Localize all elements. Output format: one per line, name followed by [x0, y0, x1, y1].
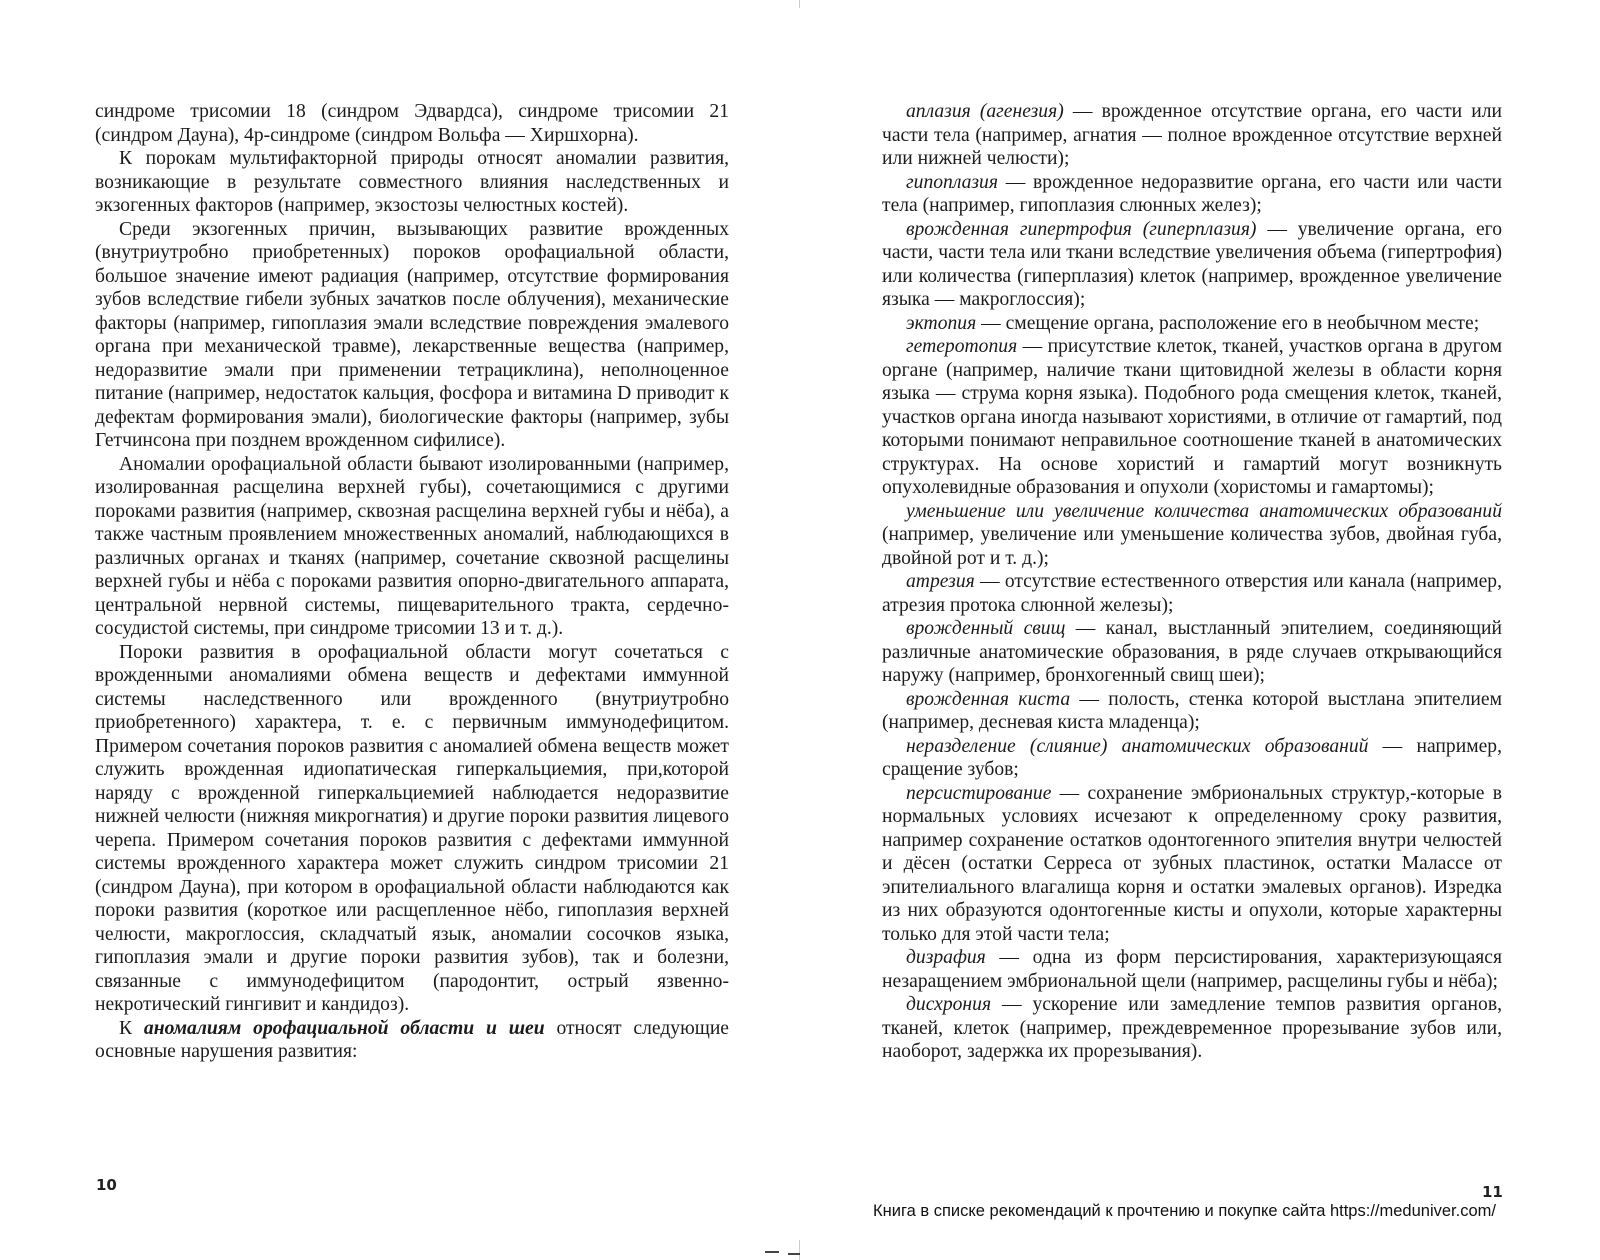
left-page — [95, 100, 729, 1064]
definition-term: гипоплазия — [906, 171, 998, 193]
page-number-left: 10 — [96, 1176, 117, 1194]
definition-term: врожденная киста — [906, 688, 1071, 710]
definition-term: врожденная гипертрофия (гиперплазия) — [906, 218, 1257, 240]
definition-entry — [882, 312, 1502, 336]
definition-text: — врожденное недоразвитие органа, его части или части тела (например, гипоплазия слюнных желез); — [882, 171, 1502, 216]
left-paragraph-3: Среди экзогенных причин, вызывающих развитие врожденных (внутриутробно приобретенных) пороков орофациальной области, большое значение имеют радиация (например, отсутствие формирования зубов вследствие гибели зубных зачатков после облучения), механические факторы (например, гипоплазия эмали вследствие повреждения эмалевого органа при механической травме), лекарственные вещества (например, недоразвитие эмали при применении тетрациклина), неполноценное питание (например, недостаток кальция, фосфора и витамина D приводит к дефектам формирования эмали), биологические факторы (например, зубы Гетчинсона при позднем врожденном сифилисе). — [95, 218, 729, 451]
footer-recommendation-note: Книга в списке рекомендаций к прочтению и покупке сайта https://meduniver.com/ — [873, 1202, 1496, 1220]
left-paragraph-4: Аномалии орофациальной области бывают изолированными (например, изолированная расщелина верхней губы), сочетающимися с другими пороками развития (например, сквозная расщелина верхней губы и нёба), а также частным проявлением множественных аномалий, наблюдающихся в различных органах и тканях (например, сочетание сквозной расщелины верхней губы и нёба с пороками развития опорно-двигательного аппарата, центральной нервной системы, пищеварительного тракта, сердечно-сосудистой системы, при синдроме трисомии 13 и т. д.). — [95, 453, 729, 639]
definition-entry — [882, 335, 1502, 500]
definition-term: дисхрония — [906, 994, 992, 1015]
definition-text: — например, сращение зубов; — [882, 735, 1502, 780]
definition-entry — [882, 782, 1502, 947]
scan-artifact-mark — [765, 1251, 779, 1253]
definition-text: — отсутствие естественного отверстия или канала (например, атрезия протока слюнной железы); — [882, 571, 1502, 616]
definition-term: атрезия — [906, 571, 975, 592]
page-number-right: 11 — [1482, 1183, 1503, 1201]
definition-text: — одна из форм персистирования, характеризующаяся незаращением эмбриональной щели (например, расщелины губы и нёба); — [882, 947, 1502, 992]
right-page — [882, 100, 1502, 1064]
left-paragraph-1: синдроме трисомии 18 (синдром Эдвардса), синдроме трисомии 21 (синдром Дауна), 4р-синдроме (синдром Вольфа — Хиршхорна). — [95, 101, 729, 146]
definition-entry — [882, 993, 1502, 1064]
definition-entry — [882, 946, 1502, 993]
definition-text: — врожденное отсутствие органа, его части или части тела (например, агнатия — полное врожденное отсутствие верхней или нижней челюсти); — [882, 101, 1502, 169]
definition-term: уменьшение или увеличение количества анатомических образований — [906, 500, 1502, 522]
left-paragraph-2: К порокам мультифакторной природы относят аномалии развития, возникающие в результате совместного влияния наследственных и экзогенных факторов (например, экзостозы челюстных костей). — [95, 148, 729, 216]
definition-entry — [882, 171, 1502, 218]
definition-text: — смещение органа, расположение его в необычном месте; — [976, 312, 1480, 334]
definition-term: персистирование — [906, 782, 1052, 804]
definition-entry — [882, 617, 1502, 688]
book-spine-mark-bottom — [799, 1240, 800, 1260]
definition-text: — присутствие клеток, тканей, участков органа в другом органе (например, наличие ткани щитовидной железы в области корня языка — струма корня языка). Подобного рода смещения клеток, тканей, участков органа иногда называют хористиями, в отличие от гамартий, под которыми понимают неправильное соотношение тканей в анатомических структурах. На основе хористий и гамартий могут возникнуть опухолевидные образования и опухоли (хористомы и гамартомы); — [882, 336, 1502, 498]
definition-term: гетеротопия — [906, 336, 1018, 357]
definition-entry — [882, 218, 1502, 312]
left-paragraph-5: Пороки развития в орофациальной области могут сочетаться с врожденными аномалиями обмена веществ и дефектами иммунной системы наследственного или врожденного (внутриутробно приобретенного) характера, т. е. с первичным иммунодефицитом. Примером сочетания пороков развития с аномалией обмена веществ может служить врожденная идиопатическая гиперкальциемия, при,которой наряду с врожденной гиперкальциемией наблюдается недоразвитие нижней челюсти (нижняя микрогнатия) и другие пороки развития лицевого черепа. Примером сочетания пороков развития с дефектами иммунной системы врожденного характера может служить синдром трисомии 21 (синдром Дауна), при котором в орофациальной области наблюдаются как пороки развития (короткое или расщепленное нёбо, гипоплазия верхней челюсти, макроглоссия, складчатый язык, аномалии сосочков языка, гипоплазия эмали и другие пороки развития зубов), так и болезни, связанные с иммунодефицитом (пародонтит, острый язвенно-некротический гингивит и кандидоз). — [95, 641, 729, 1015]
definition-term: врожденный свищ — [906, 618, 1066, 639]
definition-entry — [882, 100, 1502, 171]
left-paragraph-6-start: К — [119, 1017, 144, 1039]
definition-entry — [882, 500, 1502, 571]
definition-text: — увеличение органа, его части, части тела или ткани вследствие увеличения объема (гипертрофия) или количества (гиперплазия) клеток (например, врожденное увеличение языка — макроглоссия); — [882, 218, 1502, 310]
definition-entry — [882, 570, 1502, 617]
scan-artifact-mark — [788, 1253, 800, 1255]
definition-entry — [882, 735, 1502, 782]
definition-text: — канал, выстланный эпителием, соединяющий различные анатомические образования, в ряде случаев открывающийся наружу (например, бронхогенный свищ шеи); — [882, 618, 1502, 686]
book-spine-mark-top — [799, 0, 800, 8]
emphasis-anomalies-heading: аномалиям орофациальной области и шеи — [143, 1017, 545, 1039]
left-paragraph-6-end: относят следующие основные нарушения развития: — [95, 1017, 729, 1062]
definition-term: аплазия (агенезия) — [906, 101, 1064, 122]
definition-entry — [882, 688, 1502, 735]
left-paragraph-6 — [95, 1017, 729, 1064]
definition-term: дизрафия — [906, 947, 986, 968]
definition-term: неразделение (слияние) анатомических образований — [906, 735, 1369, 757]
definition-term: эктопия — [906, 312, 977, 334]
definition-text: — ускорение или замедление темпов развития органов, тканей, клеток (например, преждевременное прорезывание зубов или, наоборот, задержка их прорезывания). — [882, 994, 1502, 1062]
definition-text: — полость, стенка которой выстлана эпителием (например, десневая киста младенца); — [882, 688, 1502, 733]
definition-text: — сохранение эмбриональных структур,-которые в нормальных условиях исчезают к определенному сроку развития, например сохранение остатков одонтогенного эпителия внутри челюстей и дёсен (остатки Серреса от зубных пластинок, остатки Малассе от эпителиального влагалища корня и остатки эмалевых органов). Изредка из них образуются одонтогенные кисты и опухоли, которые характерны только для этой части тела; — [882, 782, 1502, 945]
definition-text: (например, увеличение или уменьшение количества зубов, двойная губа, двойной рот и т. д.); — [882, 524, 1502, 569]
